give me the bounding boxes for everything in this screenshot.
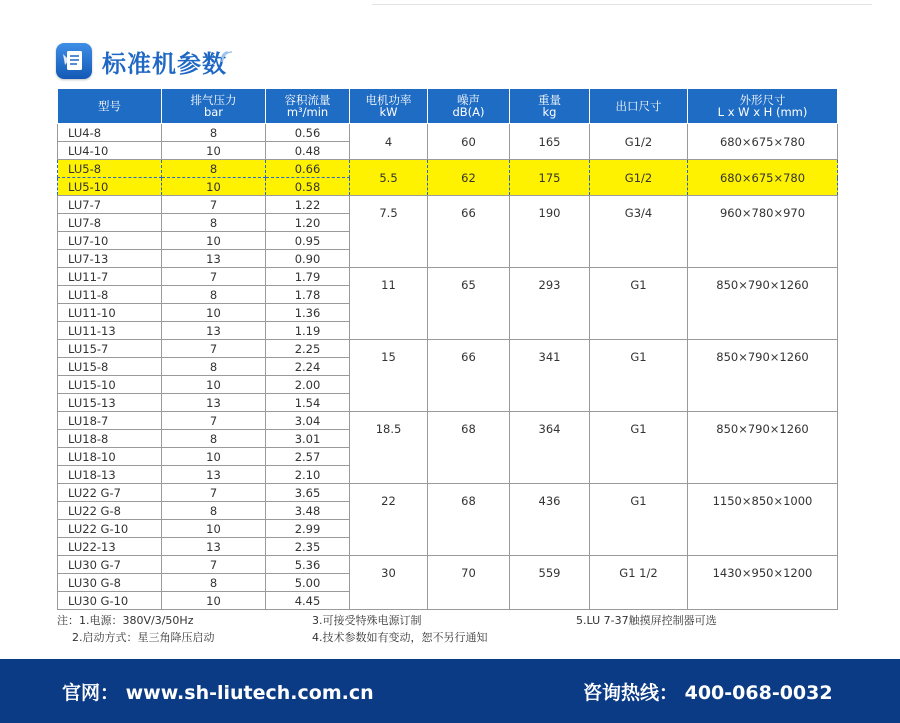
flow-cell: 1.54 (266, 394, 350, 412)
weight-cell: 364 (510, 412, 590, 484)
flow-cell: 2.24 (266, 358, 350, 376)
model-cell: LU22-13 (58, 538, 162, 556)
outlet-cell: G1 (590, 484, 688, 556)
noise-cell: 68 (428, 484, 510, 556)
pressure-cell: 8 (162, 214, 266, 232)
header-weight: 重量 kg (510, 89, 590, 124)
flow-cell: 0.58 (266, 178, 350, 196)
noise-cell: 66 (428, 340, 510, 412)
pressure-cell: 13 (162, 322, 266, 340)
model-cell: LU5-10 (58, 178, 162, 196)
header-outlet: 出口尺寸 (590, 89, 688, 124)
pressure-cell: 10 (162, 232, 266, 250)
weight-cell: 341 (510, 340, 590, 412)
pressure-cell: 8 (162, 160, 266, 178)
pressure-cell: 8 (162, 358, 266, 376)
model-cell: LU15-13 (58, 394, 162, 412)
dimensions-cell: 680×675×780 (688, 160, 838, 196)
pressure-cell: 7 (162, 412, 266, 430)
pressure-cell: 7 (162, 556, 266, 574)
model-cell: LU11-10 (58, 304, 162, 322)
model-cell: LU7-13 (58, 250, 162, 268)
power-cell: 30 (350, 556, 428, 610)
pressure-cell: 7 (162, 268, 266, 286)
noise-cell: 68 (428, 412, 510, 484)
pressure-cell: 10 (162, 142, 266, 160)
model-cell: LU18-7 (58, 412, 162, 430)
table-row (58, 412, 838, 430)
flow-cell: 1.36 (266, 304, 350, 322)
dimensions-cell: 680×675×780 (688, 124, 838, 160)
model-cell: LU30 G-8 (58, 574, 162, 592)
flow-cell: 4.45 (266, 592, 350, 610)
flow-cell: 2.00 (266, 376, 350, 394)
flow-cell: 0.90 (266, 250, 350, 268)
table-row (58, 160, 838, 178)
outlet-cell: G1 (590, 412, 688, 484)
flow-cell: 2.57 (266, 448, 350, 466)
pressure-cell: 10 (162, 592, 266, 610)
table-row (58, 484, 838, 502)
power-cell: 7.5 (350, 196, 428, 268)
model-cell: LU11-8 (58, 286, 162, 304)
weight-cell: 559 (510, 556, 590, 610)
spec-table (57, 88, 838, 610)
model-cell: LU22 G-10 (58, 520, 162, 538)
pressure-cell: 10 (162, 520, 266, 538)
pressure-cell: 13 (162, 538, 266, 556)
outlet-cell: G1 (590, 268, 688, 340)
flow-cell: 0.56 (266, 124, 350, 142)
note-custom-power: 3.可接受特殊电源订制 (312, 614, 422, 627)
model-cell: LU30 G-10 (58, 592, 162, 610)
note-disclaimer: 4.技术参数如有变动，恕不另行通知 (312, 631, 488, 644)
table-row (58, 196, 838, 214)
flow-cell: 1.20 (266, 214, 350, 232)
flow-cell: 3.65 (266, 484, 350, 502)
outlet-cell: G3/4 (590, 196, 688, 268)
model-cell: LU11-13 (58, 322, 162, 340)
flow-cell: 0.95 (266, 232, 350, 250)
weight-cell: 165 (510, 124, 590, 160)
dimensions-cell: 850×790×1260 (688, 340, 838, 412)
noise-cell: 65 (428, 268, 510, 340)
weight-cell: 190 (510, 196, 590, 268)
power-cell: 5.5 (350, 160, 428, 196)
model-cell: LU18-10 (58, 448, 162, 466)
document-icon (56, 43, 92, 79)
dimensions-cell: 850×790×1260 (688, 412, 838, 484)
outlet-cell: G1 (590, 340, 688, 412)
model-cell: LU22 G-8 (58, 502, 162, 520)
hotline-text: 咨询热线： 400-068-0032 (583, 682, 833, 704)
flow-cell: 1.22 (266, 196, 350, 214)
model-cell: LU15-8 (58, 358, 162, 376)
table-header-row (58, 89, 838, 124)
pressure-cell: 8 (162, 286, 266, 304)
header-flow: 容积流量 m³/min (266, 89, 350, 124)
pressure-cell: 13 (162, 250, 266, 268)
model-cell: LU4-10 (58, 142, 162, 160)
flow-cell: 0.66 (266, 160, 350, 178)
power-cell: 11 (350, 268, 428, 340)
power-cell: 22 (350, 484, 428, 556)
model-cell: LU7-7 (58, 196, 162, 214)
dimensions-cell: 1430×950×1200 (688, 556, 838, 610)
table-row (58, 556, 838, 574)
outlet-cell: G1/2 (590, 124, 688, 160)
noise-cell: 62 (428, 160, 510, 196)
table-row (58, 268, 838, 286)
model-cell: LU22 G-7 (58, 484, 162, 502)
flow-cell: 1.19 (266, 322, 350, 340)
model-cell: LU18-8 (58, 430, 162, 448)
weight-cell: 293 (510, 268, 590, 340)
dimensions-cell: 960×780×970 (688, 196, 838, 268)
flow-cell: 3.48 (266, 502, 350, 520)
pressure-cell: 8 (162, 124, 266, 142)
pressure-cell: 7 (162, 196, 266, 214)
noise-cell: 66 (428, 196, 510, 268)
header-noise: 噪声 dB(A) (428, 89, 510, 124)
section-header (56, 42, 227, 80)
pressure-cell: 8 (162, 502, 266, 520)
footer-bar (0, 659, 900, 723)
pressure-cell: 8 (162, 430, 266, 448)
outlet-cell: G1 1/2 (590, 556, 688, 610)
flow-cell: 3.04 (266, 412, 350, 430)
pressure-cell: 7 (162, 484, 266, 502)
model-cell: LU7-10 (58, 232, 162, 250)
signal-waves-icon (218, 44, 238, 64)
header-pressure: 排气压力 bar (162, 89, 266, 124)
flow-cell: 2.99 (266, 520, 350, 538)
header-dimensions: 外形尺寸 L x W x H (mm) (688, 89, 838, 124)
page-title: 标准机参数 (102, 49, 227, 78)
model-cell: LU15-10 (58, 376, 162, 394)
noise-cell: 60 (428, 124, 510, 160)
pressure-cell: 13 (162, 394, 266, 412)
model-cell: LU18-13 (58, 466, 162, 484)
model-cell: LU11-7 (58, 268, 162, 286)
dimensions-cell: 1150×850×1000 (688, 484, 838, 556)
power-cell: 15 (350, 340, 428, 412)
weight-cell: 436 (510, 484, 590, 556)
top-divider (372, 4, 872, 5)
model-cell: LU30 G-7 (58, 556, 162, 574)
flow-cell: 1.78 (266, 286, 350, 304)
pressure-cell: 10 (162, 178, 266, 196)
flow-cell: 2.25 (266, 340, 350, 358)
noise-cell: 70 (428, 556, 510, 610)
pressure-cell: 10 (162, 304, 266, 322)
note-power-supply: 注：1.电源：380V/3/50Hz (57, 614, 194, 627)
flow-cell: 2.10 (266, 466, 350, 484)
power-cell: 18.5 (350, 412, 428, 484)
pressure-cell: 8 (162, 574, 266, 592)
dimensions-cell: 850×790×1260 (688, 268, 838, 340)
header-model: 型号 (58, 89, 162, 124)
pressure-cell: 10 (162, 448, 266, 466)
model-cell: LU15-7 (58, 340, 162, 358)
website-link[interactable]: 官网： www.sh-liutech.com.cn (62, 682, 374, 704)
model-cell: LU7-8 (58, 214, 162, 232)
model-cell: LU5-8 (58, 160, 162, 178)
outlet-cell: G1/2 (590, 160, 688, 196)
note-start-method: 2.启动方式：星三角降压启动 (72, 631, 215, 644)
pressure-cell: 10 (162, 376, 266, 394)
model-cell: LU4-8 (58, 124, 162, 142)
flow-cell: 5.36 (266, 556, 350, 574)
flow-cell: 1.79 (266, 268, 350, 286)
flow-cell: 2.35 (266, 538, 350, 556)
table-row (58, 340, 838, 358)
header-power: 电机功率 kW (350, 89, 428, 124)
power-cell: 4 (350, 124, 428, 160)
table-row (58, 124, 838, 142)
flow-cell: 0.48 (266, 142, 350, 160)
flow-cell: 3.01 (266, 430, 350, 448)
flow-cell: 5.00 (266, 574, 350, 592)
pressure-cell: 7 (162, 340, 266, 358)
weight-cell: 175 (510, 160, 590, 196)
pressure-cell: 13 (162, 466, 266, 484)
note-controller: 5.LU 7-37触摸屏控制器可选 (576, 614, 717, 627)
